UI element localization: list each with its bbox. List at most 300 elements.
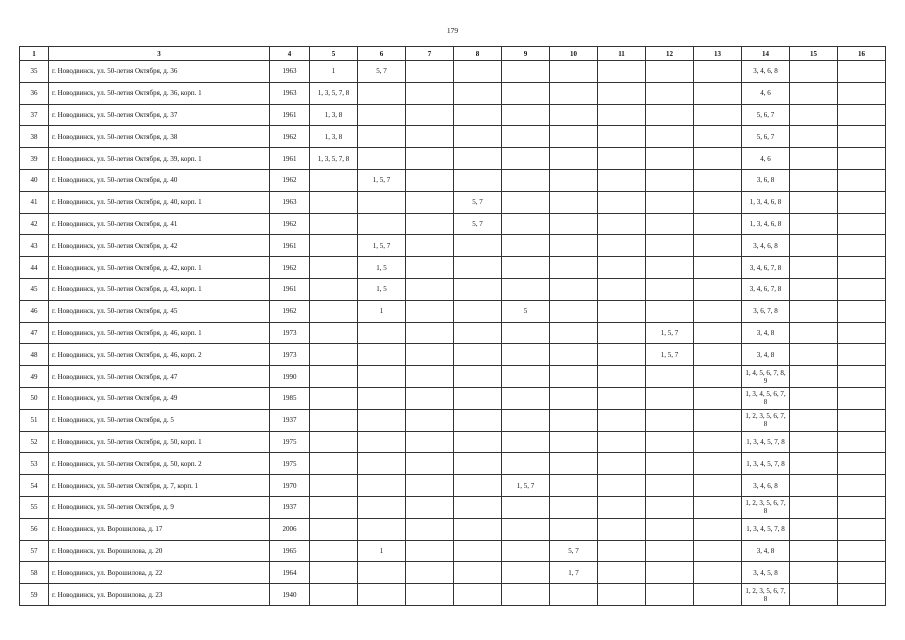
value-cell-15 bbox=[790, 496, 838, 518]
value-cell-7 bbox=[406, 257, 454, 279]
value-cell-11 bbox=[598, 475, 646, 497]
row-number-cell: 50 bbox=[20, 387, 49, 409]
value-cell-16 bbox=[838, 584, 886, 606]
value-cell-5 bbox=[310, 584, 358, 606]
value-cell-11 bbox=[598, 387, 646, 409]
value-cell-13 bbox=[694, 148, 742, 170]
value-cell-16 bbox=[838, 322, 886, 344]
value-cell-14: 1, 3, 4, 6, 8 bbox=[742, 213, 790, 235]
value-cell-16 bbox=[838, 344, 886, 366]
value-cell-7 bbox=[406, 584, 454, 606]
value-cell-16 bbox=[838, 235, 886, 257]
row-number-cell: 56 bbox=[20, 518, 49, 540]
value-cell-6 bbox=[358, 344, 406, 366]
table-row bbox=[20, 61, 886, 83]
value-cell-5 bbox=[310, 278, 358, 300]
year-cell: 1962 bbox=[270, 300, 310, 322]
value-cell-7 bbox=[406, 169, 454, 191]
value-cell-16 bbox=[838, 126, 886, 148]
value-cell-12 bbox=[646, 409, 694, 431]
value-cell-10 bbox=[550, 453, 598, 475]
value-cell-9 bbox=[502, 82, 550, 104]
value-cell-14: 3, 4, 6, 7, 8 bbox=[742, 257, 790, 279]
value-cell-13 bbox=[694, 475, 742, 497]
value-cell-6: 1 bbox=[358, 300, 406, 322]
year-cell: 1973 bbox=[270, 322, 310, 344]
value-cell-16 bbox=[838, 169, 886, 191]
column-header-16: 16 bbox=[838, 47, 886, 61]
value-cell-10 bbox=[550, 344, 598, 366]
value-cell-5 bbox=[310, 344, 358, 366]
value-cell-11 bbox=[598, 453, 646, 475]
value-cell-12 bbox=[646, 278, 694, 300]
value-cell-16 bbox=[838, 431, 886, 453]
value-cell-12 bbox=[646, 496, 694, 518]
value-cell-10 bbox=[550, 300, 598, 322]
value-cell-9 bbox=[502, 191, 550, 213]
table-row bbox=[20, 191, 886, 213]
value-cell-6 bbox=[358, 562, 406, 584]
value-cell-11 bbox=[598, 322, 646, 344]
value-cell-6 bbox=[358, 366, 406, 388]
value-cell-10 bbox=[550, 409, 598, 431]
row-number-cell: 42 bbox=[20, 213, 49, 235]
value-cell-10 bbox=[550, 496, 598, 518]
value-cell-16 bbox=[838, 213, 886, 235]
value-cell-15 bbox=[790, 322, 838, 344]
value-cell-8 bbox=[454, 496, 502, 518]
value-cell-7 bbox=[406, 61, 454, 83]
value-cell-8 bbox=[454, 540, 502, 562]
address-cell: г. Новодвинск, ул. 50-летия Октября, д. 40, корп. 1 bbox=[49, 191, 270, 213]
address-cell: г. Новодвинск, ул. 50-летия Октября, д. 46, корп. 1 bbox=[49, 322, 270, 344]
value-cell-7 bbox=[406, 148, 454, 170]
value-cell-11 bbox=[598, 257, 646, 279]
value-cell-13 bbox=[694, 278, 742, 300]
value-cell-14: 3, 4, 6, 8 bbox=[742, 475, 790, 497]
table-row bbox=[20, 584, 886, 606]
value-cell-8 bbox=[454, 453, 502, 475]
value-cell-10 bbox=[550, 366, 598, 388]
value-cell-11 bbox=[598, 344, 646, 366]
row-number-cell: 37 bbox=[20, 104, 49, 126]
table-row bbox=[20, 148, 886, 170]
value-cell-9 bbox=[502, 278, 550, 300]
year-cell: 1973 bbox=[270, 344, 310, 366]
row-number-cell: 51 bbox=[20, 409, 49, 431]
value-cell-12 bbox=[646, 387, 694, 409]
year-cell: 1962 bbox=[270, 213, 310, 235]
column-number-row bbox=[20, 47, 886, 61]
address-cell: г. Новодвинск, ул. 50-летия Октября, д. 9 bbox=[49, 496, 270, 518]
value-cell-6 bbox=[358, 431, 406, 453]
value-cell-16 bbox=[838, 387, 886, 409]
value-cell-10 bbox=[550, 518, 598, 540]
value-cell-8 bbox=[454, 82, 502, 104]
value-cell-7 bbox=[406, 104, 454, 126]
year-cell: 1963 bbox=[270, 82, 310, 104]
value-cell-13 bbox=[694, 496, 742, 518]
value-cell-15 bbox=[790, 518, 838, 540]
value-cell-12 bbox=[646, 584, 694, 606]
value-cell-11 bbox=[598, 213, 646, 235]
column-header-4: 4 bbox=[270, 47, 310, 61]
value-cell-6: 1, 5, 7 bbox=[358, 169, 406, 191]
value-cell-7 bbox=[406, 191, 454, 213]
value-cell-14: 5, 6, 7 bbox=[742, 126, 790, 148]
row-number-cell: 48 bbox=[20, 344, 49, 366]
year-cell: 1965 bbox=[270, 540, 310, 562]
value-cell-11 bbox=[598, 148, 646, 170]
value-cell-16 bbox=[838, 562, 886, 584]
value-cell-10 bbox=[550, 278, 598, 300]
year-cell: 1963 bbox=[270, 191, 310, 213]
value-cell-13 bbox=[694, 191, 742, 213]
value-cell-10: 5, 7 bbox=[550, 540, 598, 562]
year-cell: 1961 bbox=[270, 104, 310, 126]
page-number: 179 bbox=[446, 26, 459, 35]
address-cell: г. Новодвинск, ул. 50-летия Октября, д. 36, корп. 1 bbox=[49, 82, 270, 104]
value-cell-16 bbox=[838, 104, 886, 126]
value-cell-11 bbox=[598, 191, 646, 213]
address-cell: г. Новодвинск, ул. 50-летия Октября, д. 45 bbox=[49, 300, 270, 322]
value-cell-11 bbox=[598, 61, 646, 83]
value-cell-14: 1, 3, 4, 5, 7, 8 bbox=[742, 518, 790, 540]
column-header-5: 5 bbox=[310, 47, 358, 61]
value-cell-6 bbox=[358, 148, 406, 170]
table-row bbox=[20, 496, 886, 518]
value-cell-16 bbox=[838, 366, 886, 388]
row-number-cell: 45 bbox=[20, 278, 49, 300]
value-cell-9 bbox=[502, 409, 550, 431]
address-cell: г. Новодвинск, ул. 50-летия Октября, д. 47 bbox=[49, 366, 270, 388]
row-number-cell: 55 bbox=[20, 496, 49, 518]
value-cell-8 bbox=[454, 366, 502, 388]
value-cell-12 bbox=[646, 104, 694, 126]
value-cell-6: 1, 5 bbox=[358, 278, 406, 300]
value-cell-15 bbox=[790, 409, 838, 431]
value-cell-15 bbox=[790, 387, 838, 409]
value-cell-5 bbox=[310, 387, 358, 409]
value-cell-14: 3, 4, 8 bbox=[742, 540, 790, 562]
value-cell-16 bbox=[838, 409, 886, 431]
year-cell: 1985 bbox=[270, 387, 310, 409]
value-cell-5 bbox=[310, 235, 358, 257]
value-cell-14: 3, 4, 5, 8 bbox=[742, 562, 790, 584]
year-cell: 1962 bbox=[270, 126, 310, 148]
value-cell-6 bbox=[358, 475, 406, 497]
value-cell-15 bbox=[790, 104, 838, 126]
value-cell-8 bbox=[454, 278, 502, 300]
table-row bbox=[20, 82, 886, 104]
address-cell: г. Новодвинск, ул. 50-летия Октября, д. 43, корп. 1 bbox=[49, 278, 270, 300]
value-cell-9 bbox=[502, 213, 550, 235]
value-cell-16 bbox=[838, 148, 886, 170]
value-cell-10 bbox=[550, 322, 598, 344]
value-cell-7 bbox=[406, 278, 454, 300]
value-cell-12 bbox=[646, 431, 694, 453]
value-cell-8 bbox=[454, 562, 502, 584]
value-cell-12 bbox=[646, 82, 694, 104]
value-cell-5: 1, 3, 8 bbox=[310, 126, 358, 148]
column-header-11: 11 bbox=[598, 47, 646, 61]
value-cell-9 bbox=[502, 126, 550, 148]
value-cell-13 bbox=[694, 366, 742, 388]
year-cell: 1962 bbox=[270, 169, 310, 191]
table-row bbox=[20, 540, 886, 562]
year-cell: 1937 bbox=[270, 496, 310, 518]
value-cell-12 bbox=[646, 191, 694, 213]
year-cell: 1975 bbox=[270, 453, 310, 475]
address-cell: г. Новодвинск, ул. 50-летия Октября, д. 49 bbox=[49, 387, 270, 409]
value-cell-7 bbox=[406, 453, 454, 475]
value-cell-6 bbox=[358, 518, 406, 540]
value-cell-14: 1, 3, 4, 5, 6, 7, 8 bbox=[742, 387, 790, 409]
value-cell-15 bbox=[790, 300, 838, 322]
value-cell-5 bbox=[310, 169, 358, 191]
value-cell-15 bbox=[790, 278, 838, 300]
column-header-1: 1 bbox=[20, 47, 49, 61]
table-row bbox=[20, 213, 886, 235]
value-cell-16 bbox=[838, 257, 886, 279]
value-cell-10 bbox=[550, 126, 598, 148]
column-header-13: 13 bbox=[694, 47, 742, 61]
value-cell-9 bbox=[502, 257, 550, 279]
value-cell-15 bbox=[790, 257, 838, 279]
value-cell-9 bbox=[502, 387, 550, 409]
value-cell-5 bbox=[310, 191, 358, 213]
value-cell-5 bbox=[310, 322, 358, 344]
value-cell-6 bbox=[358, 496, 406, 518]
value-cell-15 bbox=[790, 584, 838, 606]
value-cell-10 bbox=[550, 387, 598, 409]
value-cell-15 bbox=[790, 126, 838, 148]
value-cell-9 bbox=[502, 431, 550, 453]
address-cell: г. Новодвинск, ул. 50-летия Октября, д. 36 bbox=[49, 61, 270, 83]
address-cell: г. Новодвинск, ул. Ворошилова, д. 23 bbox=[49, 584, 270, 606]
value-cell-8 bbox=[454, 126, 502, 148]
row-number-cell: 39 bbox=[20, 148, 49, 170]
table-body bbox=[20, 61, 886, 606]
value-cell-14: 1, 3, 4, 6, 8 bbox=[742, 191, 790, 213]
value-cell-13 bbox=[694, 82, 742, 104]
value-cell-11 bbox=[598, 235, 646, 257]
value-cell-13 bbox=[694, 257, 742, 279]
value-cell-13 bbox=[694, 409, 742, 431]
value-cell-13 bbox=[694, 104, 742, 126]
row-number-cell: 57 bbox=[20, 540, 49, 562]
value-cell-13 bbox=[694, 431, 742, 453]
value-cell-14: 4, 6 bbox=[742, 148, 790, 170]
value-cell-14: 1, 3, 4, 5, 7, 8 bbox=[742, 453, 790, 475]
value-cell-15 bbox=[790, 562, 838, 584]
value-cell-13 bbox=[694, 126, 742, 148]
address-cell: г. Новодвинск, ул. 50-летия Октября, д. 39, корп. 1 bbox=[49, 148, 270, 170]
value-cell-9 bbox=[502, 61, 550, 83]
address-cell: г. Новодвинск, ул. 50-летия Октября, д. 38 bbox=[49, 126, 270, 148]
value-cell-13 bbox=[694, 61, 742, 83]
value-cell-5 bbox=[310, 453, 358, 475]
value-cell-10 bbox=[550, 431, 598, 453]
value-cell-5 bbox=[310, 431, 358, 453]
value-cell-13 bbox=[694, 540, 742, 562]
value-cell-10 bbox=[550, 82, 598, 104]
value-cell-13 bbox=[694, 300, 742, 322]
value-cell-5 bbox=[310, 562, 358, 584]
column-header-10: 10 bbox=[550, 47, 598, 61]
table-row bbox=[20, 278, 886, 300]
value-cell-8 bbox=[454, 431, 502, 453]
value-cell-14: 3, 6, 7, 8 bbox=[742, 300, 790, 322]
table-row bbox=[20, 366, 886, 388]
value-cell-7 bbox=[406, 235, 454, 257]
value-cell-12 bbox=[646, 235, 694, 257]
value-cell-7 bbox=[406, 300, 454, 322]
value-cell-11 bbox=[598, 300, 646, 322]
column-header-15: 15 bbox=[790, 47, 838, 61]
value-cell-9 bbox=[502, 104, 550, 126]
value-cell-9: 5 bbox=[502, 300, 550, 322]
row-number-cell: 53 bbox=[20, 453, 49, 475]
value-cell-9 bbox=[502, 540, 550, 562]
table-row bbox=[20, 257, 886, 279]
address-cell: г. Новодвинск, ул. 50-летия Октября, д. 40 bbox=[49, 169, 270, 191]
value-cell-7 bbox=[406, 344, 454, 366]
row-number-cell: 47 bbox=[20, 322, 49, 344]
value-cell-16 bbox=[838, 453, 886, 475]
address-cell: г. Новодвинск, ул. Ворошилова, д. 20 bbox=[49, 540, 270, 562]
value-cell-8 bbox=[454, 475, 502, 497]
value-cell-6: 1 bbox=[358, 540, 406, 562]
value-cell-12 bbox=[646, 61, 694, 83]
value-cell-9 bbox=[502, 453, 550, 475]
value-cell-10 bbox=[550, 148, 598, 170]
year-cell: 1940 bbox=[270, 584, 310, 606]
value-cell-9 bbox=[502, 169, 550, 191]
value-cell-10 bbox=[550, 235, 598, 257]
value-cell-9: 1, 5, 7 bbox=[502, 475, 550, 497]
value-cell-5: 1, 3, 5, 7, 8 bbox=[310, 148, 358, 170]
address-cell: г. Новодвинск, ул. 50-летия Октября, д. 42, корп. 1 bbox=[49, 257, 270, 279]
value-cell-10 bbox=[550, 257, 598, 279]
value-cell-11 bbox=[598, 496, 646, 518]
value-cell-5 bbox=[310, 257, 358, 279]
address-cell: г. Новодвинск, ул. 50-летия Октября, д. 7, корп. 1 bbox=[49, 475, 270, 497]
column-header-6: 6 bbox=[358, 47, 406, 61]
value-cell-9 bbox=[502, 344, 550, 366]
value-cell-8 bbox=[454, 584, 502, 606]
value-cell-16 bbox=[838, 61, 886, 83]
column-header-9: 9 bbox=[502, 47, 550, 61]
value-cell-10 bbox=[550, 213, 598, 235]
row-number-cell: 52 bbox=[20, 431, 49, 453]
value-cell-9 bbox=[502, 496, 550, 518]
value-cell-7 bbox=[406, 126, 454, 148]
value-cell-8: 5, 7 bbox=[454, 213, 502, 235]
value-cell-16 bbox=[838, 518, 886, 540]
value-cell-11 bbox=[598, 518, 646, 540]
value-cell-9 bbox=[502, 518, 550, 540]
address-cell: г. Новодвинск, ул. 50-летия Октября, д. 42 bbox=[49, 235, 270, 257]
value-cell-7 bbox=[406, 322, 454, 344]
value-cell-9 bbox=[502, 584, 550, 606]
value-cell-6: 5, 7 bbox=[358, 61, 406, 83]
year-cell: 1964 bbox=[270, 562, 310, 584]
table-row bbox=[20, 104, 886, 126]
value-cell-12: 1, 5, 7 bbox=[646, 322, 694, 344]
value-cell-8 bbox=[454, 300, 502, 322]
value-cell-12 bbox=[646, 540, 694, 562]
value-cell-14: 3, 4, 6, 8 bbox=[742, 61, 790, 83]
table-row bbox=[20, 409, 886, 431]
value-cell-14: 3, 4, 6, 7, 8 bbox=[742, 278, 790, 300]
table-row bbox=[20, 475, 886, 497]
value-cell-5 bbox=[310, 366, 358, 388]
year-cell: 1970 bbox=[270, 475, 310, 497]
value-cell-16 bbox=[838, 540, 886, 562]
address-cell: г. Новодвинск, ул. 50-летия Октября, д. 41 bbox=[49, 213, 270, 235]
value-cell-15 bbox=[790, 82, 838, 104]
value-cell-10: 1, 7 bbox=[550, 562, 598, 584]
value-cell-7 bbox=[406, 387, 454, 409]
value-cell-14: 3, 4, 6, 8 bbox=[742, 235, 790, 257]
value-cell-5 bbox=[310, 475, 358, 497]
value-cell-7 bbox=[406, 431, 454, 453]
value-cell-8 bbox=[454, 104, 502, 126]
value-cell-12 bbox=[646, 213, 694, 235]
value-cell-15 bbox=[790, 344, 838, 366]
value-cell-7 bbox=[406, 409, 454, 431]
year-cell: 1963 bbox=[270, 61, 310, 83]
value-cell-8 bbox=[454, 387, 502, 409]
value-cell-9 bbox=[502, 235, 550, 257]
value-cell-8 bbox=[454, 409, 502, 431]
row-number-cell: 35 bbox=[20, 61, 49, 83]
value-cell-10 bbox=[550, 104, 598, 126]
row-number-cell: 46 bbox=[20, 300, 49, 322]
value-cell-12 bbox=[646, 148, 694, 170]
address-cell: г. Новодвинск, ул. 50-летия Октября, д. 50, корп. 2 bbox=[49, 453, 270, 475]
table-row bbox=[20, 344, 886, 366]
value-cell-12 bbox=[646, 300, 694, 322]
year-cell: 1990 bbox=[270, 366, 310, 388]
row-number-cell: 38 bbox=[20, 126, 49, 148]
value-cell-13 bbox=[694, 584, 742, 606]
value-cell-12 bbox=[646, 453, 694, 475]
value-cell-6 bbox=[358, 82, 406, 104]
value-cell-16 bbox=[838, 278, 886, 300]
value-cell-12 bbox=[646, 126, 694, 148]
table-row bbox=[20, 300, 886, 322]
address-cell: г. Новодвинск, ул. 50-летия Октября, д. 46, корп. 2 bbox=[49, 344, 270, 366]
row-number-cell: 49 bbox=[20, 366, 49, 388]
value-cell-13 bbox=[694, 387, 742, 409]
value-cell-12 bbox=[646, 366, 694, 388]
row-number-cell: 54 bbox=[20, 475, 49, 497]
value-cell-6 bbox=[358, 213, 406, 235]
value-cell-13 bbox=[694, 169, 742, 191]
value-cell-13 bbox=[694, 518, 742, 540]
value-cell-11 bbox=[598, 126, 646, 148]
year-cell: 1961 bbox=[270, 148, 310, 170]
value-cell-12: 1, 5, 7 bbox=[646, 344, 694, 366]
value-cell-6 bbox=[358, 453, 406, 475]
table-row bbox=[20, 431, 886, 453]
value-cell-14: 3, 4, 8 bbox=[742, 322, 790, 344]
column-header-14: 14 bbox=[742, 47, 790, 61]
value-cell-9 bbox=[502, 322, 550, 344]
value-cell-10 bbox=[550, 584, 598, 606]
